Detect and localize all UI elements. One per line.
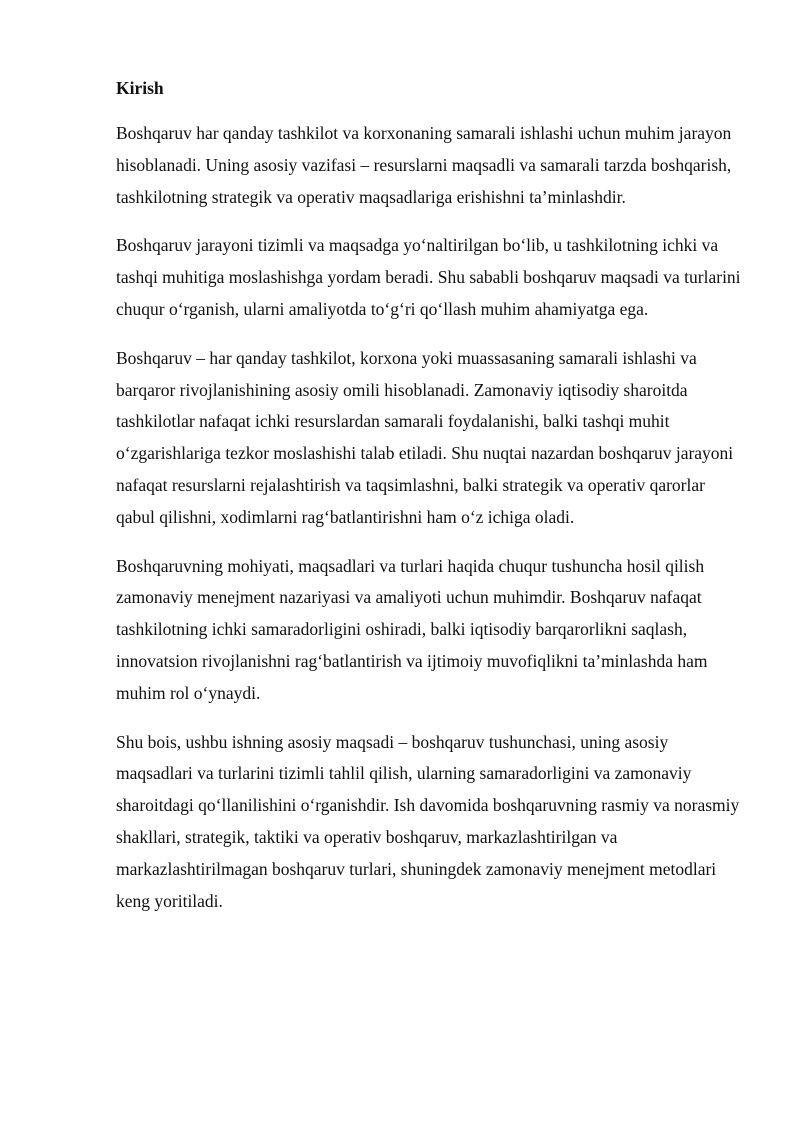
document-body xyxy=(116,74,748,934)
paragraph: Boshqaruv – har qanday tashkilot, korxona yoki muassasaning samarali ishlashi va barqaror rivojlanishining asosiy omili hisoblanadi. Zamonaviy iqtisodiy sharoitda tashkilotlar nafaqat ichki resurslardan samarali foydalanishi, balki tashqi muhit o‘zgarishlariga tezkor moslashishi talab etiladi. Shu nuqtai nazardan boshqaruv jarayoni nafaqat resurslarni rejalashtirish va taqsimlashni, balki strategik va operativ qarorlar qabul qilishni, xodimlarni rag‘batlantirishni ham o‘z ichiga oladi. xyxy=(116,347,734,527)
paragraph: Boshqaruv har qanday tashkilot va korxonaning samarali ishlashi uchun muhim jarayon hisoblanadi. Uning asosiy vazifasi – resurslarni maqsadli va samarali tarzda boshqarish, tashkilotning strategik va operativ maqsadlariga erishishni ta’minlashdir. xyxy=(116,123,732,207)
paragraph: Boshqaruvning mohiyati, maqsadlari va turlari haqida chuqur tushuncha hosil qilish zamonaviy menejment nazariyasi va amaliyoti uchun muhimdir. Boshqaruv nafaqat tashkilotning ichki samaradorligini oshiradi, balki iqtisodiy barqarorlikni saqlash, innovatsion rivojlanishni rag‘batlantirish va ijtimoiy muvofiqlikni ta’minlashda ham muhim rol o‘ynaydi. xyxy=(116,555,708,703)
paragraph: Shu bois, ushbu ishning asosiy maqsadi – boshqaruv tushunchasi, uning asosiy maqsadlari va turlarini tizimli tahlil qilish, ularning samaradorligini va zamonaviy sharoitdagi qo‘llanilishini o‘rganishdir. Ish davomida boshqaruvning rasmiy va norasmiy shakllari, strategik, taktiki va operativ boshqaruv, markazlashtirilgan va markazlashtirilmagan boshqaruv turlari, shuningdek zamonaviy menejment metodlari keng yoritiladi. xyxy=(116,731,740,911)
section-heading: Kirish xyxy=(116,78,164,98)
paragraph: Boshqaruv jarayoni tizimli va maqsadga yo‘naltirilgan bo‘lib, u tashkilotning ichki va tashqi muhitiga moslashishga yordam beradi. Shu sababli boshqaruv maqsadi va turlarini chuqur o‘rganish, ularni amaliyotda to‘g‘ri qo‘llash muhim ahamiyatga ega. xyxy=(116,235,741,319)
